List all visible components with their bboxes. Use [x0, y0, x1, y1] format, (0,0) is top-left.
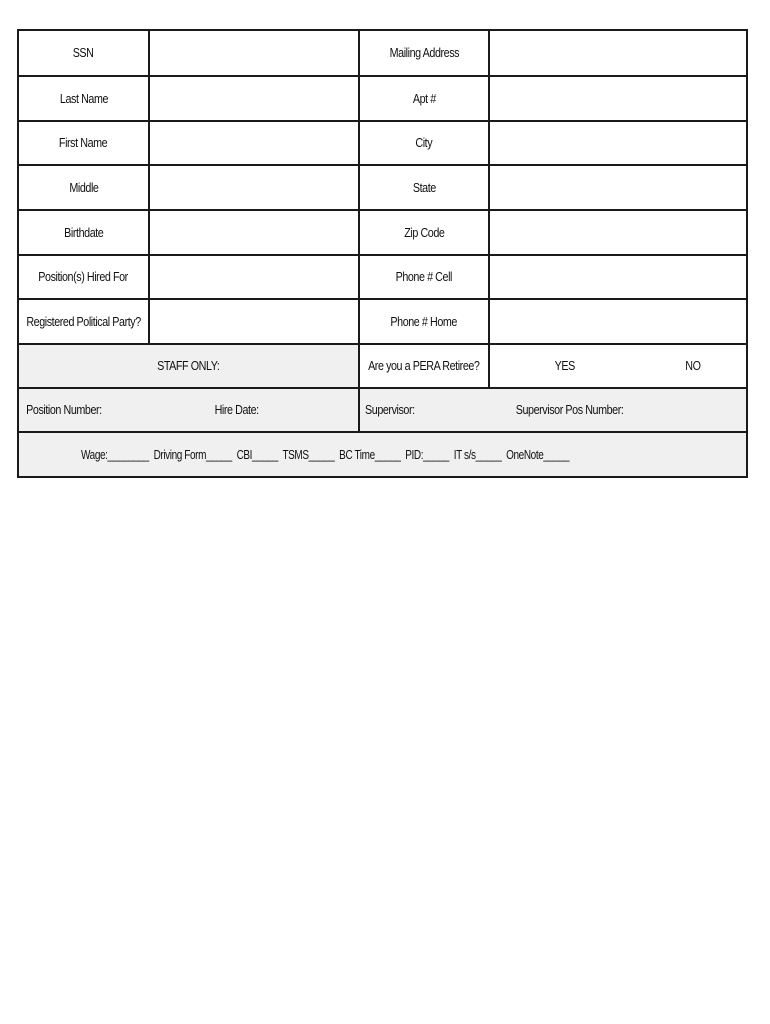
last-name-field[interactable] — [150, 77, 360, 120]
birthdate-label: Birthdate — [19, 211, 150, 254]
city-field[interactable] — [490, 122, 746, 164]
first-name-field[interactable] — [150, 122, 360, 164]
middle-label: Middle — [19, 166, 150, 209]
staff-only-heading: STAFF ONLY: — [19, 345, 360, 387]
positions-hired-for-label: Position(s) Hired For — [19, 256, 150, 298]
position-number-label: Position Number: — [26, 403, 102, 417]
form-row-positions — [19, 256, 746, 300]
apt-field[interactable] — [490, 77, 746, 120]
phone-home-field[interactable] — [490, 300, 746, 343]
political-party-field[interactable] — [150, 300, 360, 343]
mailing-address-field[interactable] — [490, 31, 746, 75]
form-row-first-name — [19, 122, 746, 166]
pera-yes-option[interactable]: YES — [490, 345, 640, 387]
form-row-checklist — [19, 433, 746, 476]
political-party-label: Registered Political Party? — [19, 300, 150, 343]
hire-date-label: Hire Date: — [179, 389, 360, 431]
state-label: State — [360, 166, 490, 209]
phone-cell-field[interactable] — [490, 256, 746, 298]
mailing-address-label: Mailing Address — [360, 31, 490, 75]
phone-home-label: Phone # Home — [360, 300, 490, 343]
birthdate-field[interactable] — [150, 211, 360, 254]
form-row-ssn — [19, 31, 746, 77]
pera-no-option[interactable]: NO — [640, 345, 746, 387]
form-row-staff-only — [19, 345, 746, 389]
supervisor-label: Supervisor: — [365, 403, 415, 417]
positions-hired-for-field[interactable] — [150, 256, 360, 298]
middle-field[interactable] — [150, 166, 360, 209]
city-label: City — [360, 122, 490, 164]
first-name-label: First Name — [19, 122, 150, 164]
form-row-birthdate — [19, 211, 746, 256]
form-row-middle — [19, 166, 746, 211]
zip-code-field[interactable] — [490, 211, 746, 254]
pera-retiree-question: Are you a PERA Retiree? — [360, 345, 490, 387]
form-row-staff-details — [19, 389, 746, 433]
zip-code-label: Zip Code — [360, 211, 490, 254]
apt-label: Apt # — [360, 77, 490, 120]
state-field[interactable] — [490, 166, 746, 209]
form-row-political-party — [19, 300, 746, 345]
supervisor-pos-number-label: Supervisor Pos Number: — [515, 403, 624, 417]
ssn-field[interactable] — [150, 31, 360, 75]
employee-info-form — [17, 29, 748, 478]
onboarding-checklist: Wage:________ Driving Form_____ CBI_____ TSMS_____ BC Time_____ PID:_____ IT s/s_____ OneNote_____ — [81, 447, 570, 462]
last-name-label: Last Name — [19, 77, 150, 120]
form-row-last-name — [19, 77, 746, 122]
ssn-label: SSN — [19, 31, 150, 75]
phone-cell-label: Phone # Cell — [360, 256, 490, 298]
